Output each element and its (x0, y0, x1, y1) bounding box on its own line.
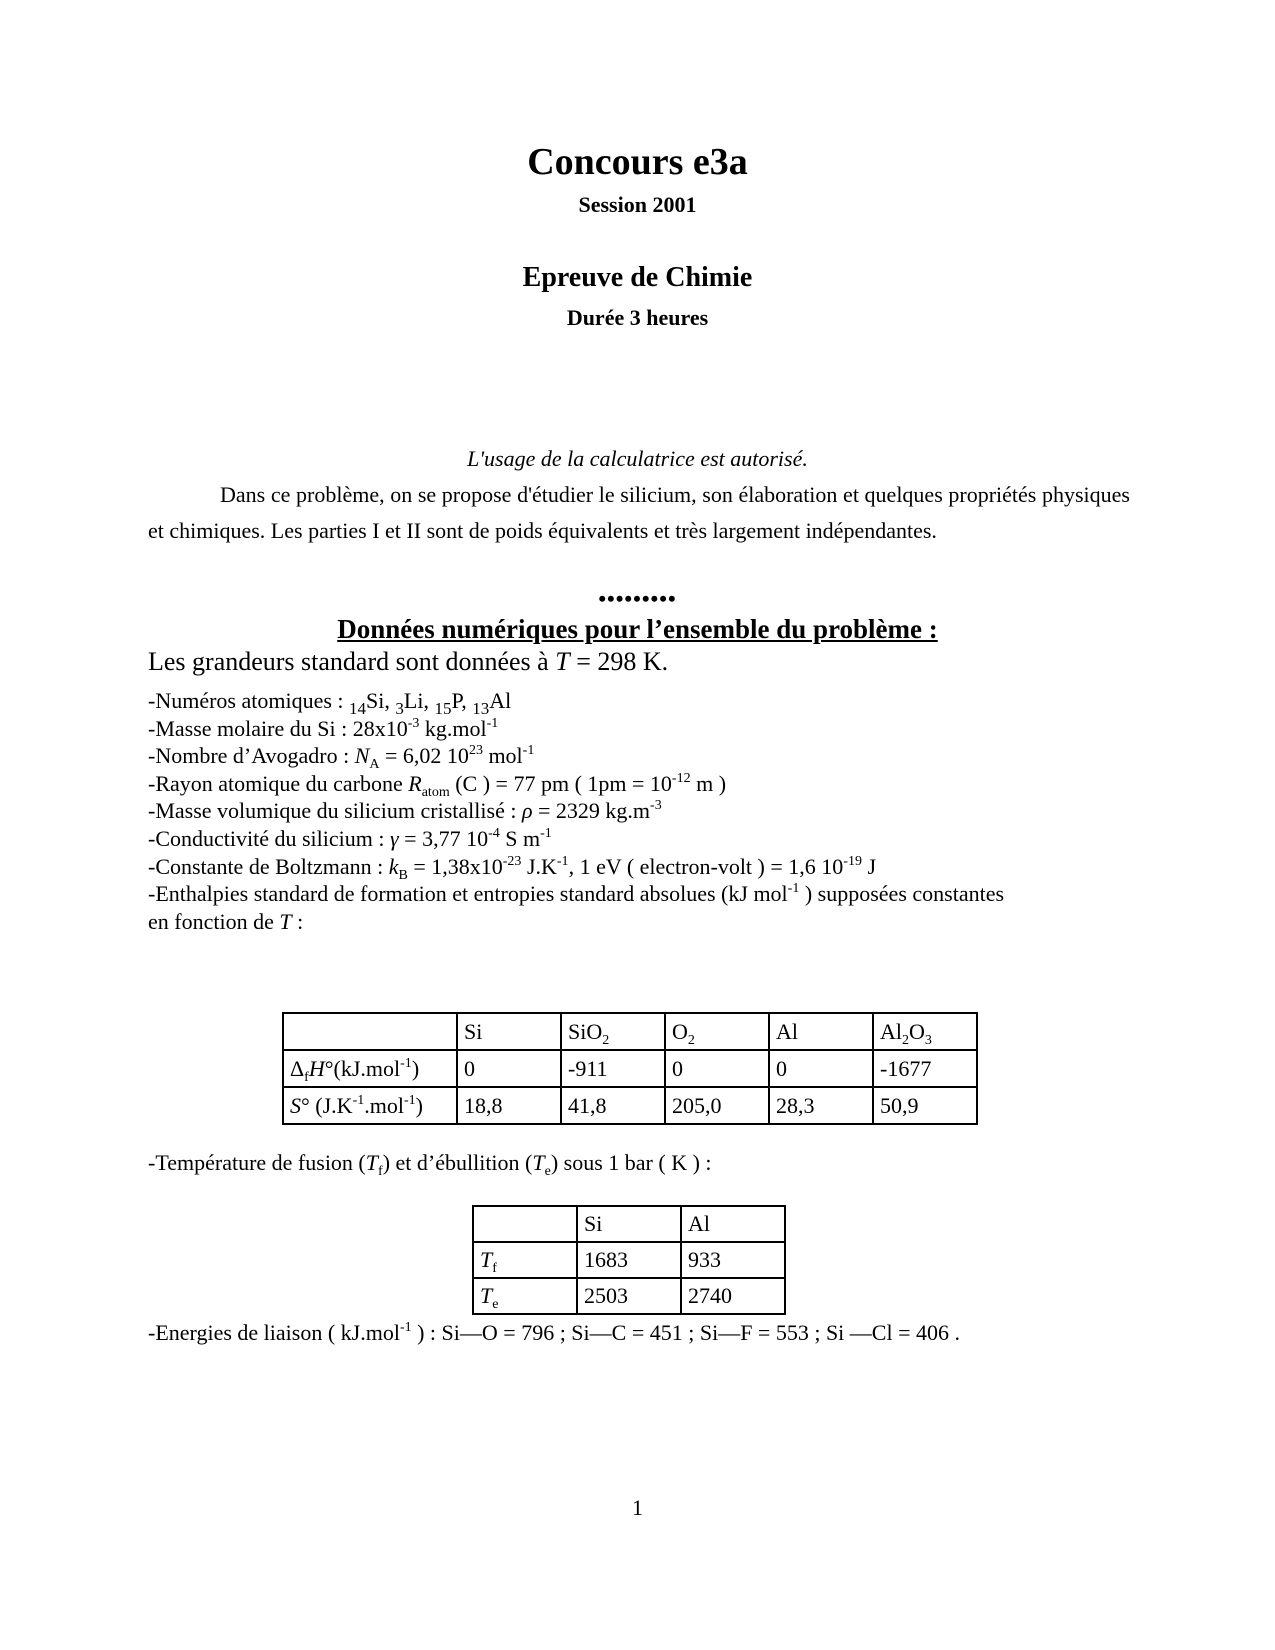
header-sio2: SiO$_2$ (561, 1013, 665, 1050)
table-row (473, 1278, 785, 1314)
density-line: -Masse volumique du silicium cristallisé : ρ = 2329 $kg.m^{-3}$ (148, 798, 662, 824)
table-cell: 0 (457, 1050, 561, 1087)
table-cell: 18,8 (457, 1087, 561, 1124)
table-cell: -1677 (873, 1050, 977, 1087)
header-o2: $O_2$ (665, 1013, 769, 1050)
intro-paragraph: Dans ce problème, on se propose d'étudier le silicium, son élaboration et quelques propriétés physiques et chimiques. Les parties I et II sont de poids équivalents et très largement indépendantes. (148, 482, 1130, 543)
table-cell: 50,9 (873, 1087, 977, 1124)
header-al2o3: $Al_2O_3$ (873, 1013, 977, 1050)
temperature-table (472, 1205, 786, 1315)
table-row (473, 1206, 785, 1242)
table-corner-cell (283, 1013, 457, 1050)
session-label: Session 2001 (578, 192, 697, 217)
subject-title: Epreuve de Chimie (522, 262, 753, 293)
temperature-line: -Température de fusion $(T_f)$ et d’ébullition $(T_e)$ sous 1 bar ( K ) : (148, 1150, 712, 1179)
page-number: 1 (632, 1495, 643, 1520)
calculator-note: L'usage de la calculatrice est autorisé. (467, 446, 808, 471)
data-heading: Données numériques pour l’ensemble du problème : (337, 614, 938, 644)
table-row (283, 1087, 977, 1124)
row-label-enthalpy: $\Delta_fH^\circ(kJ.mol^{-1})$ (283, 1050, 457, 1087)
standard-conditions-line: Les grandeurs standard sont données à T = 298 K. (148, 647, 669, 676)
table-cell: 0 (769, 1050, 873, 1087)
row-label-te: $T_e$ (473, 1278, 577, 1314)
table-row (473, 1242, 785, 1278)
molar-mass-line: -Masse molaire du Si : $28x10^{-3}$ kg.mol$^{-1}$ (148, 715, 499, 741)
atomic-numbers-line: -Numéros atomiques : $_{14}$Si, $_3$Li, $_{15}$P, $_{13}$Al (148, 688, 512, 718)
enthalpies-line: -Enthalpies standard de formation et entropies standard absolues (kJ mol$^{-1}$ ) supposées constantes (148, 881, 1005, 907)
separator-dots: ••••••••• (598, 586, 677, 611)
table-cell: 41,8 (561, 1087, 665, 1124)
header-al: Al (769, 1013, 873, 1050)
table-cell: 2740 (681, 1278, 785, 1314)
thermo-data-table (282, 1012, 978, 1125)
boltzmann-line: -Constante de Boltzmann : $k_B = 1,38x10^{-23}$ $J.K^{-1}$, 1 eV ( electron-volt ) = 1,6 $10^{-19}$ J (148, 853, 877, 883)
table-cell: 205,0 (665, 1087, 769, 1124)
row-label-tf: $T_f$ (473, 1242, 577, 1278)
row-label-entropy: S° $(J.K^{-1}.mol^{-1})$ (283, 1087, 457, 1124)
table-cell: 2503 (577, 1278, 681, 1314)
table-cell: -911 (561, 1050, 665, 1087)
header-al: Al (681, 1206, 785, 1242)
header-si: Si (577, 1206, 681, 1242)
atomic-radius-line: -Rayon atomique du carbone $R_{atom}$ (C ) = 77 pm ( $1pm = 10^{-12}$ m ) (148, 770, 727, 800)
table-cell: 0 (665, 1050, 769, 1087)
table-row (283, 1050, 977, 1087)
exam-title: Concours e3a (527, 141, 748, 183)
avogadro-line: -Nombre d’Avogadro : $N_A = 6,02$ $10^{23}$ mol$^{-1}$ (148, 743, 535, 773)
table-cell: 1683 (577, 1242, 681, 1278)
numerical-data-list (148, 687, 1148, 935)
table-cell: 933 (681, 1242, 785, 1278)
table-cell: 28,3 (769, 1087, 873, 1124)
table-corner-cell (473, 1206, 577, 1242)
bond-energies-line: -Energies de liaison ( kJ.mol$^{-1}$ ) : Si—O = 796 ; Si—C = 451 ; Si—F = 553 ; Si —Cl = 406 . (148, 1320, 960, 1345)
table-row (283, 1013, 977, 1050)
conductivity-line: -Conductivité du silicium : γ = 3,77 $10^{-4}$ S $m^{-1}$ (148, 825, 552, 851)
header-si: Si (457, 1013, 561, 1050)
duration-label: Durée 3 heures (566, 305, 709, 330)
enthalpies-line-2: en fonction de T : (148, 908, 304, 934)
